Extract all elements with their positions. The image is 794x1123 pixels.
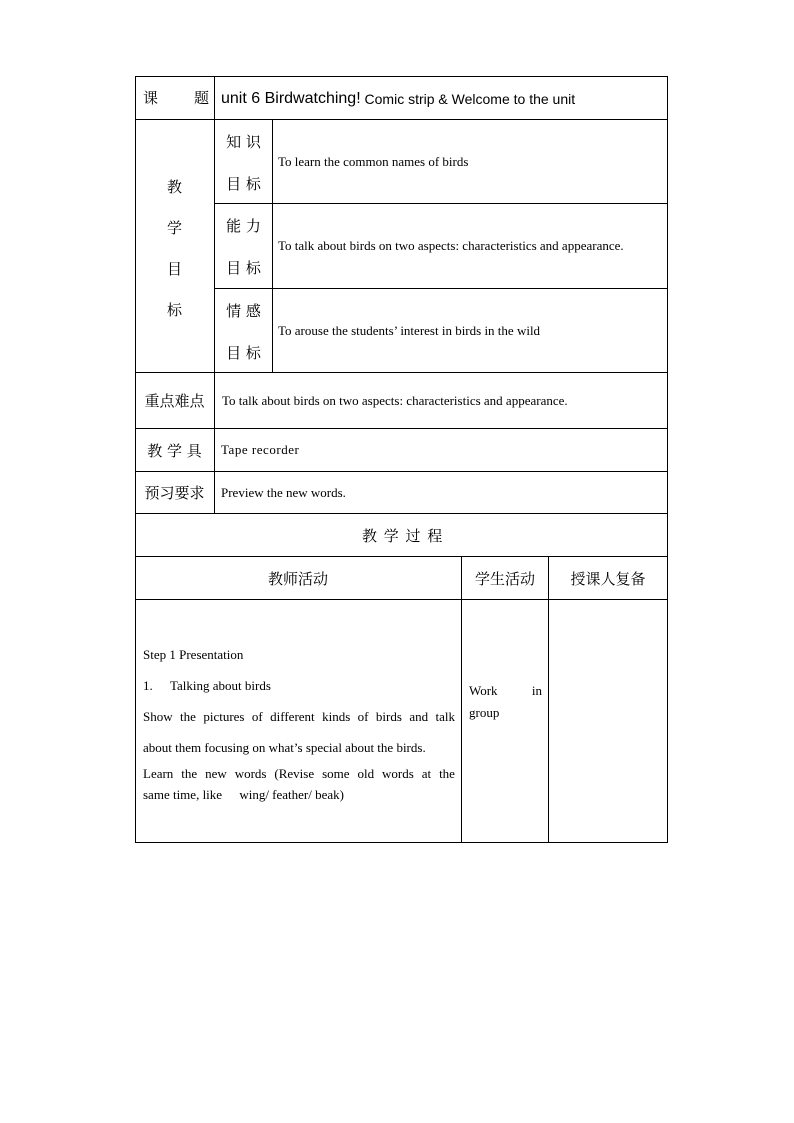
lesson-title-sub: Comic strip & Welcome to the unit bbox=[360, 90, 576, 107]
row-divider bbox=[135, 599, 668, 600]
goal-label-top: 知 识 bbox=[226, 133, 261, 151]
knowledge-goal-label bbox=[215, 131, 272, 194]
step-paragraph-line: Show the pictures of different kinds of birds and talk bbox=[143, 709, 455, 724]
goal-label-top: 能 力 bbox=[226, 217, 261, 235]
step-paragraph-line: same time, like wing/ feather/ beak) bbox=[143, 787, 344, 802]
step-heading: Step 1 Presentation bbox=[143, 647, 244, 662]
goal-label-top: 情 感 bbox=[226, 302, 261, 320]
step-item-number: 1. bbox=[143, 678, 153, 693]
table-border-bottom bbox=[135, 842, 668, 843]
lesson-plan-table bbox=[135, 76, 668, 843]
student-activity-text: Work in bbox=[469, 683, 542, 698]
knowledge-goal-text: To learn the common names of birds bbox=[278, 153, 469, 169]
step-paragraph-line: Learn the new words (Revise some old words at the bbox=[143, 766, 455, 781]
preview-text: Preview the new words. bbox=[221, 484, 346, 500]
topic-label-right: 题 bbox=[193, 89, 209, 107]
goal-label-bottom: 目 标 bbox=[226, 175, 261, 193]
objectives-header bbox=[135, 176, 214, 340]
goal-label-bottom: 目 标 bbox=[226, 259, 261, 277]
lesson-title-main: unit 6 Birdwatching! bbox=[221, 89, 361, 107]
emotion-goal-text: To arouse the students’ interest in birds in the wild bbox=[278, 322, 541, 338]
step-item-title: Talking about birds bbox=[170, 678, 271, 693]
preview-label: 预习要求 bbox=[144, 484, 205, 502]
row-divider bbox=[215, 203, 272, 204]
goal-label-bottom: 目 标 bbox=[226, 344, 261, 362]
objectives-char: 标 bbox=[166, 301, 182, 319]
column-divider bbox=[272, 119, 273, 372]
teaching-aids-label: 教 学 具 bbox=[147, 441, 202, 460]
objectives-char: 教 bbox=[166, 178, 182, 196]
objectives-char: 学 bbox=[166, 219, 182, 237]
ability-goal-label bbox=[215, 215, 272, 278]
key-points-label: 重点难点 bbox=[144, 392, 205, 410]
column-divider bbox=[461, 556, 462, 843]
teaching-aids-text: Tape recorder bbox=[221, 442, 300, 457]
column-divider bbox=[548, 556, 549, 843]
student-activity-header: 学生活动 bbox=[474, 569, 535, 588]
topic-label bbox=[143, 76, 209, 119]
key-points-text: To talk about birds on two aspects: characteristics and appearance. bbox=[222, 392, 568, 408]
emotion-goal-label bbox=[215, 300, 272, 363]
table-border-right bbox=[667, 76, 668, 843]
step-paragraph-line: about them focusing on what’s special about the birds. bbox=[143, 740, 426, 755]
objectives-char: 目 bbox=[166, 260, 182, 278]
teacher-activity-header: 教师活动 bbox=[267, 569, 328, 588]
topic-label-left: 课 bbox=[143, 89, 159, 107]
lesson-title bbox=[221, 76, 661, 121]
step-item bbox=[143, 678, 271, 694]
process-title: 教学过程 bbox=[361, 526, 449, 545]
ability-goal-text: To talk about birds on two aspects: characteristics and appearance. bbox=[278, 238, 624, 253]
reviewer-notes-header: 授课人复备 bbox=[570, 569, 646, 588]
student-activity-text-line2: group bbox=[469, 705, 500, 720]
